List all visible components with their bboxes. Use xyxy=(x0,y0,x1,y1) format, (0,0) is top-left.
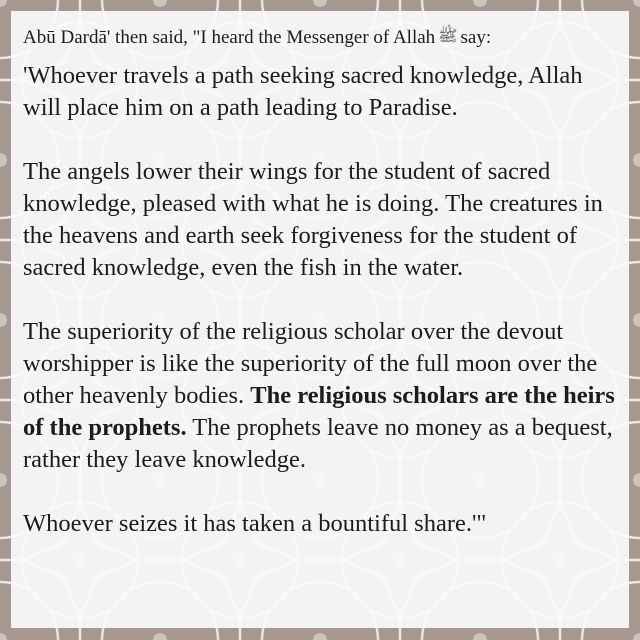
quote-card xyxy=(11,11,629,628)
paragraph-bountiful-share: Whoever seizes it has taken a bountiful share.'" xyxy=(23,510,487,537)
intro-text: Abū Dardā' then said, "I heard the Messenger of Allah xyxy=(23,27,436,48)
bequest-text: The prophets leave no money as a bequest, rather they leave knowledge. xyxy=(23,414,613,473)
paragraph-superiority xyxy=(23,316,617,476)
intro-line xyxy=(23,24,617,51)
heirs-of-prophets-text: The religious scholars are the heirs of the prophets. xyxy=(23,382,615,441)
salawat-glyph: ﷺ xyxy=(438,28,458,45)
intro-say: say: xyxy=(460,27,492,48)
paragraph-paradise: 'Whoever travels a path seeking sacred knowledge, Allah will place him on a path leading to Paradise. xyxy=(23,62,583,121)
paragraph-angels: The angels lower their wings for the student of sacred knowledge, pleased with what he is doing. The creatures in the heavens and earth seek forgiveness for the student of sacred knowledge, even the fish in the water. xyxy=(23,158,603,281)
superiority-text: The superiority of the religious scholar over the devout worshipper is like the superiority of the full moon over the other heavenly bodies. xyxy=(23,318,598,409)
